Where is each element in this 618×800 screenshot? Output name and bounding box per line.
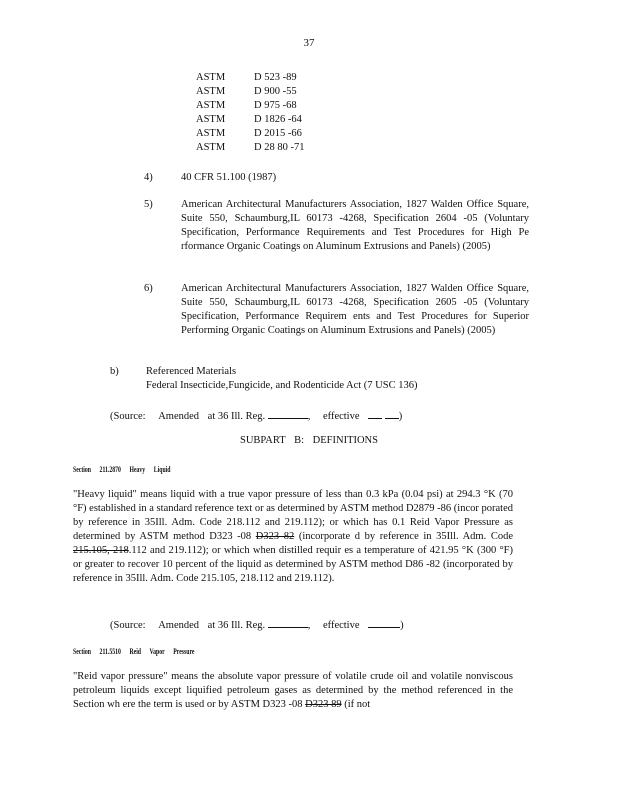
- section-heading: Section 211.5510 Reid Vapor Pressure: [73, 647, 195, 656]
- astm-org: ASTM: [196, 100, 226, 111]
- item-number: 6): [144, 283, 153, 294]
- definition-paragraph: [73, 670, 513, 712]
- astm-list-item: [196, 71, 297, 85]
- astm-list-item: [196, 127, 302, 141]
- source-amended: Amended: [158, 620, 200, 631]
- blank-line: [268, 616, 308, 628]
- struck-text: D323 82: [255, 531, 295, 542]
- blank-line: [385, 407, 399, 419]
- definition-text: (incorporate d by reference in 35Ill. Adm. Code: [298, 531, 513, 542]
- astm-code: D 975 -68: [254, 100, 297, 111]
- blank-line: [368, 616, 400, 628]
- source-close: ): [400, 620, 404, 631]
- subpart-heading: SUBPART B: DEFINITIONS: [240, 435, 378, 446]
- astm-code: D 1826 -64: [254, 114, 302, 125]
- definition-paragraph: [73, 488, 513, 586]
- source-note: (Source: Amended at 36 Ill. Reg. , effective ): [110, 616, 404, 633]
- item-number: 5): [144, 199, 153, 210]
- astm-org: ASTM: [196, 114, 226, 125]
- subsection-label: b): [110, 366, 119, 377]
- astm-code: D 900 -55: [254, 86, 297, 97]
- source-close: ): [398, 411, 403, 422]
- definition-text: "Heavy liquid" means liquid with a true vapor pressure of less than 0.3 kPa (0.04 psi) at 294.3 °K (70 °F) established in a standard reference text or as determined by ASTM method D2879 -86 (incor porated by reference in 35Ill. Adm. Code 218.112 and 219.112); or which has 0.1 Reid Vapor Pressure as determined by ASTM method D323 -08: [73, 489, 513, 542]
- astm-list-item: [196, 113, 302, 127]
- astm-code: D 2015 -66: [254, 128, 302, 139]
- astm-code: D 523 -89: [254, 72, 297, 83]
- struck-text: D323 89: [305, 699, 342, 710]
- source-effective: effective: [322, 411, 360, 422]
- item-number: 4): [144, 172, 153, 183]
- definition-text: (if not: [344, 699, 371, 710]
- source-amended: Amended: [158, 411, 200, 422]
- blank-line: [268, 407, 308, 419]
- struck-text: 215.105, 218: [73, 545, 129, 556]
- definition-text: "Reid vapor pressure" means the absolute vapor pressure of volatile crude oil and volatile nonviscous petroleum liquids except liquified petroleum gases as determined by the method referenced in the Section wh ere the term is used or by ASTM D323 -08: [73, 671, 513, 710]
- source-reg: at 36 Ill. Reg.: [207, 411, 266, 422]
- source-open: (Source:: [110, 411, 146, 422]
- astm-list-item: [196, 141, 304, 155]
- source-reg: at 36 Ill. Reg.: [207, 620, 266, 631]
- astm-list-item: [196, 85, 297, 99]
- astm-org: ASTM: [196, 142, 226, 153]
- definition-text: .112 and 219.112); or which when distilled requir es a temperature of 421.95 °K (300 °F) or greater to recover 10 percent of the liquid as determined by ASTM method D86 -82 (incorporated by reference in 35Ill. Adm. Code 215.105, 218.112 and 219.112).: [73, 545, 514, 584]
- section-heading: Section 211.2870 Heavy Liquid: [73, 465, 171, 474]
- source-effective: effective: [322, 620, 360, 631]
- source-note: (Source: Amended at 36 Ill. Reg. , effective ): [110, 407, 402, 424]
- astm-code: D 28 80 -71: [254, 142, 305, 153]
- referenced-text: Federal Insecticide,Fungicide, and Rodenticide Act (7 USC 136): [146, 380, 418, 391]
- item-text: American Architectural Manufacturers Association, 1827 Walden Office Square, Suite 550, Schaumburg,IL 60173 -4268, Specification 2605 -05 (Voluntary Specification, Performance Requirem ents and Test Procedures for Superior Performing Organic Coatings on Aluminum Extrusions and Panels) (2005): [181, 283, 529, 336]
- astm-list-item: [196, 99, 297, 113]
- blank-line: [368, 407, 382, 419]
- page-number: 37: [303, 37, 315, 49]
- astm-org: ASTM: [196, 72, 226, 83]
- referenced-title: Referenced Materials: [146, 366, 237, 377]
- item-text: 40 CFR 51.100 (1987): [181, 172, 277, 183]
- item-text: American Architectural Manufacturers Association, 1827 Walden Office Square, Suite 550, Schaumburg,IL 60173 -4268, Specification 2604 -05 (Voluntary Specification, Performance Requirements and Test Procedures for High Pe rformance Organic Coatings on Aluminum Extrusions and Panels) (2005): [181, 199, 529, 252]
- astm-org: ASTM: [196, 86, 226, 97]
- source-open: (Source:: [110, 620, 146, 631]
- astm-org: ASTM: [196, 128, 226, 139]
